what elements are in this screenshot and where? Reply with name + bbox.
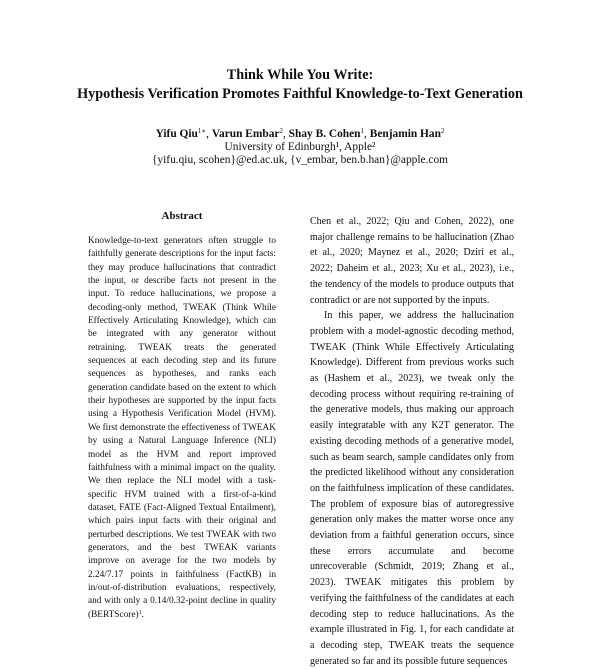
author-3: Shay B. Cohen (288, 128, 361, 140)
author-4: Benjamin Han (369, 128, 441, 140)
author-emails: {yifu.qiu, scohen}@ed.ac.uk, {v_embar, ben.b.han}@apple.com (151, 154, 449, 166)
introduction-column (310, 214, 514, 669)
affiliation-line: University of Edinburgh¹, Apple² (224, 141, 376, 153)
author-2-mark: 2 (279, 127, 283, 135)
abstract-body: Knowledge-to-text generators often struggle to faithfully generate descriptions for the input facts: they may produce hallucinations that contradict the input, or describe facts not present in the input. To reduce hallucinations, we propose a decoding-only method, TWEAK (Think While Effectively Articulating Knowledge), which can be integrated with any generator without retraining. TWEAK treats the generated sequences at each decoding step and its future sequences as hypotheses, and ranks each generation candidate based on the extent to which their hypotheses are supported by the input facts using a Hypothesis Verification Model (HVM). We first demonstrate the effectiveness of TWEAK by using a Natural Language Inference (NLI) model as the HVM and report improved faithfulness with a minimal impact on the quality. We then replace the NLI model with a task-specific HVM trained with a first-of-a-kind dataset, FATE (Fact-Aligned Textual Entailment), which pairs input facts with their original and perturbed descriptions. We test TWEAK with two generators, and the best TWEAK variants improve on average for the two models by 2.24/7.17 points in faithfulness (FactKB) in in/out-of-distribution evaluations, respectively, and with only a 0.14/0.32-point decline in quality (BERTScore)$^1$. (88, 236, 276, 620)
intro-paragraph-1: Chen et al., 2022; Qiu and Cohen, 2022), one major challenge remains to be hallucination (Zhao et al., 2020; Maynez et al., 2020; Dziri et al., 2022; Daheim et al., 2023; Xu et al., 2023), i.e., the tendency of the models to produce outputs that contradict or are not supported by the inputs. (310, 216, 514, 306)
paper-title-line1: Think While You Write: (226, 67, 374, 83)
author-4-mark: 2 (440, 127, 445, 135)
abstract-text: Knowledge-to-text generators often struggle to faithfully generate descriptions for the input facts: they may produce hallucinations that contradict the input, or describe facts not present in the input. To reduce hallucinations, we propose a decoding-only method, TWEAK (Think While Effectively Articulating Knowledge), which can be integrated with any generator without retraining. TWEAK treats the generated sequences at each decoding step and its future sequences as hypotheses, and ranks each generation candidate based on the extent to which their hypotheses are supported by the input facts using a Hypothesis Verification Model (HVM). We first demonstrate the effectiveness of TWEAK by using a Natural Language Inference (NLI) model as the HVM and report improved faithfulness with a minimal impact on the quality. We then replace the NLI model with a task-specific HVM trained with a first-of-a-kind dataset, FATE (Fact-Aligned Textual Entailment), which pairs input facts with their original and perturbed descriptions. We test TWEAK with two generators, and the best TWEAK variants improve on average for the two models by 2.24/7.17 points in faithfulness (FactKB) in in/out-of-distribution evaluations, respectively, and with only a 0.14/0.32-point decline in quality (BERTScore) (88, 236, 276, 620)
author-1-mark: 1∗ (197, 127, 207, 135)
author-list: Yifu Qiu$^{1∗}$, Varun Embar$^2$, Shay B. Cohen$^1$, Benjamin Han$^2$ (155, 127, 445, 140)
paper-title-line2: Hypothesis Verification Promotes Faithful Knowledge-to-Text Generation (77, 86, 523, 102)
abstract-heading: Abstract (161, 210, 203, 222)
abstract-footnote-mark: 1 (138, 609, 142, 616)
author-3-mark: 1 (360, 127, 365, 135)
intro-paragraph-2: In this paper, we address the hallucination problem with a model-agnostic decoding method, TWEAK (Think While Effectively Articulating Knowledge). Different from previous works such as (Hashem et al., 2023), we tweak only the decoding process without requiring re-training of the generative models, thus making our approach easily integratable with any K2T generator. The existing decoding methods of a generative model, such as beam search, sample candidates only from the predicted likelihood without any consideration on the faithfulness implication of these candidates. The problem of exposure bias of autoregressive generation only makes the matter worse once any deviation from a faithful generation occurs, since these errors accumulate and become unrecoverable (Schmidt, 2019; Zhang et al., 2023). TWEAK mitigates this problem by verifying the faithfulness of the candidates at each decoding step to reduce hallucinations. As the example illustrated in Fig. 1, for each candidate at a decoding step, TWEAK treats the sequence generated so far and its possible future sequences (310, 310, 514, 667)
author-1: Yifu Qiu (155, 128, 198, 140)
author-2: Varun Embar (211, 128, 280, 140)
